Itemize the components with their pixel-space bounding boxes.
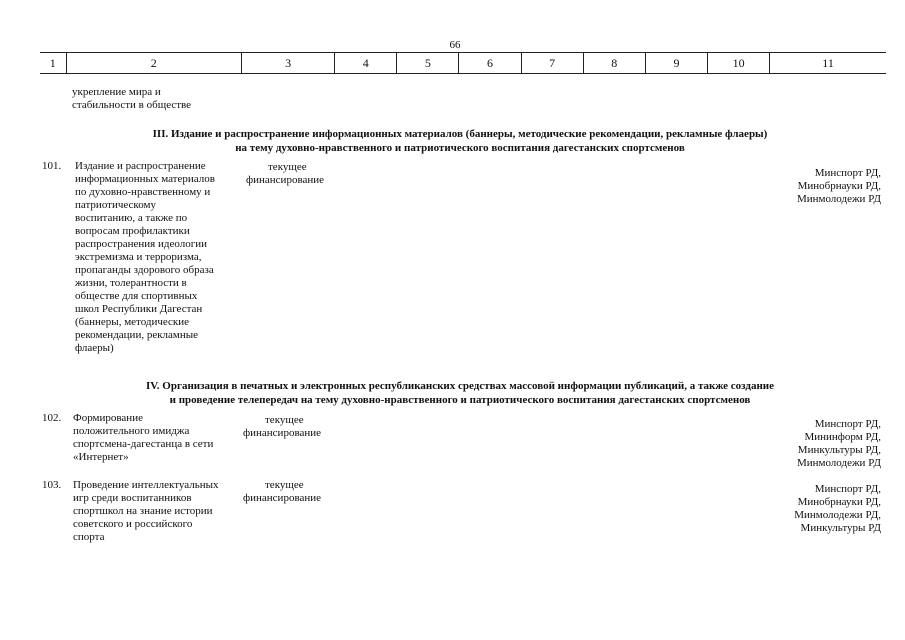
text-line: текущее [265,414,304,426]
text-line: рекомендации, рекламные [75,329,199,341]
text-line: спорта [73,531,105,543]
text-line: Проведение интеллектуальных [73,479,219,491]
text-line: Минобрнауки РД, [797,180,881,192]
financing-source [243,414,343,440]
text-line: информационных материалов [75,173,215,185]
section-line: и проведение телепередач на тему духовно-нравственного и патриотического воспитания дагестанских спортсменов [169,394,751,406]
text-line: Минкультуры РД, [797,444,881,456]
text-line: распространения идеологии [75,238,207,250]
page-number: 66 [449,39,461,51]
text-line: патриотическому [75,199,156,211]
text-line: по духовно-нравственному и [75,186,211,198]
measure-name [75,160,235,355]
section-line: на тему духовно-нравственного и патриотического воспитания дагестанских спортсменов [235,142,685,154]
text-line: вопросам профилактики [75,225,190,237]
section-line: IV. Организация в печатных и электронных республиканских средствах массовой информации публикаций, а также создание [145,380,775,392]
responsible-agencies [797,418,881,470]
responsible-agencies [797,167,881,206]
text-line: финансирование [246,174,325,186]
text-line: Минспорт РД, [814,483,881,495]
column-number-header [40,52,886,74]
section-heading-3 [60,127,860,155]
column-number: 6 [459,53,521,74]
text-line: школ Республики Дагестан [75,303,203,315]
text-line: Минспорт РД, [814,418,881,430]
column-number: 1 [40,53,66,74]
text-line: Минмолодежи РД, [794,509,881,521]
measure-name [73,479,233,544]
text-line: спортсмена-дагестанца в сети [73,438,214,450]
text-line: жизни, толерантности в [75,277,187,289]
text-line: положительного имиджа [73,425,190,437]
column-number: 5 [397,53,459,74]
row-number: 102. [42,412,62,424]
text-line: финансирование [243,492,322,504]
text-line: Минмолодежи РД [796,193,881,205]
column-number: 8 [583,53,645,74]
financing-source [243,479,343,505]
row-number: 101. [42,160,62,172]
text-line: текущее [265,479,304,491]
column-number: 10 [708,53,770,74]
section-heading-4 [60,379,860,407]
text-line: обществе для спортивных [75,290,198,302]
text-line: Издание и распространение [75,160,206,172]
column-number: 7 [521,53,583,74]
text-line: флаеры) [75,342,114,354]
continuation-text [72,86,191,112]
financing-source [246,161,346,187]
text-line: воспитанию, а также по [75,212,188,224]
text-line: советского и российского [73,518,193,530]
column-number: 11 [770,53,886,74]
text-line: «Интернет» [73,451,129,463]
column-number: 2 [66,53,241,74]
text-line: Формирование [73,412,143,424]
column-number: 9 [645,53,707,74]
text-line: Минобрнауки РД, [797,496,881,508]
row-number: 103. [42,479,62,491]
responsible-agencies [794,483,881,535]
text-line: пропаганды здорового образа [75,264,214,276]
text-line: Минкультуры РД [800,522,881,534]
measure-name [73,412,233,464]
text-line: спортшкол на знание истории [73,505,213,517]
text-line: (баннеры, методические [75,316,190,328]
section-line: III. Издание и распространение информационных материалов (баннеры, методические рекомендации, рекламные флаеры) [152,128,768,140]
text-line: Минспорт РД, [814,167,881,179]
text-line: укрепление мира и [72,86,161,98]
column-number: 4 [335,53,397,74]
text-line: стабильности в обществе [72,99,192,111]
column-number: 3 [241,53,334,74]
text-line: финансирование [243,427,322,439]
text-line: текущее [268,161,307,173]
text-line: Мининформ РД, [804,431,881,443]
text-line: игр среди воспитанников [73,492,192,504]
text-line: Минмолодежи РД [796,457,881,469]
text-line: экстремизма и терроризма, [75,251,202,263]
